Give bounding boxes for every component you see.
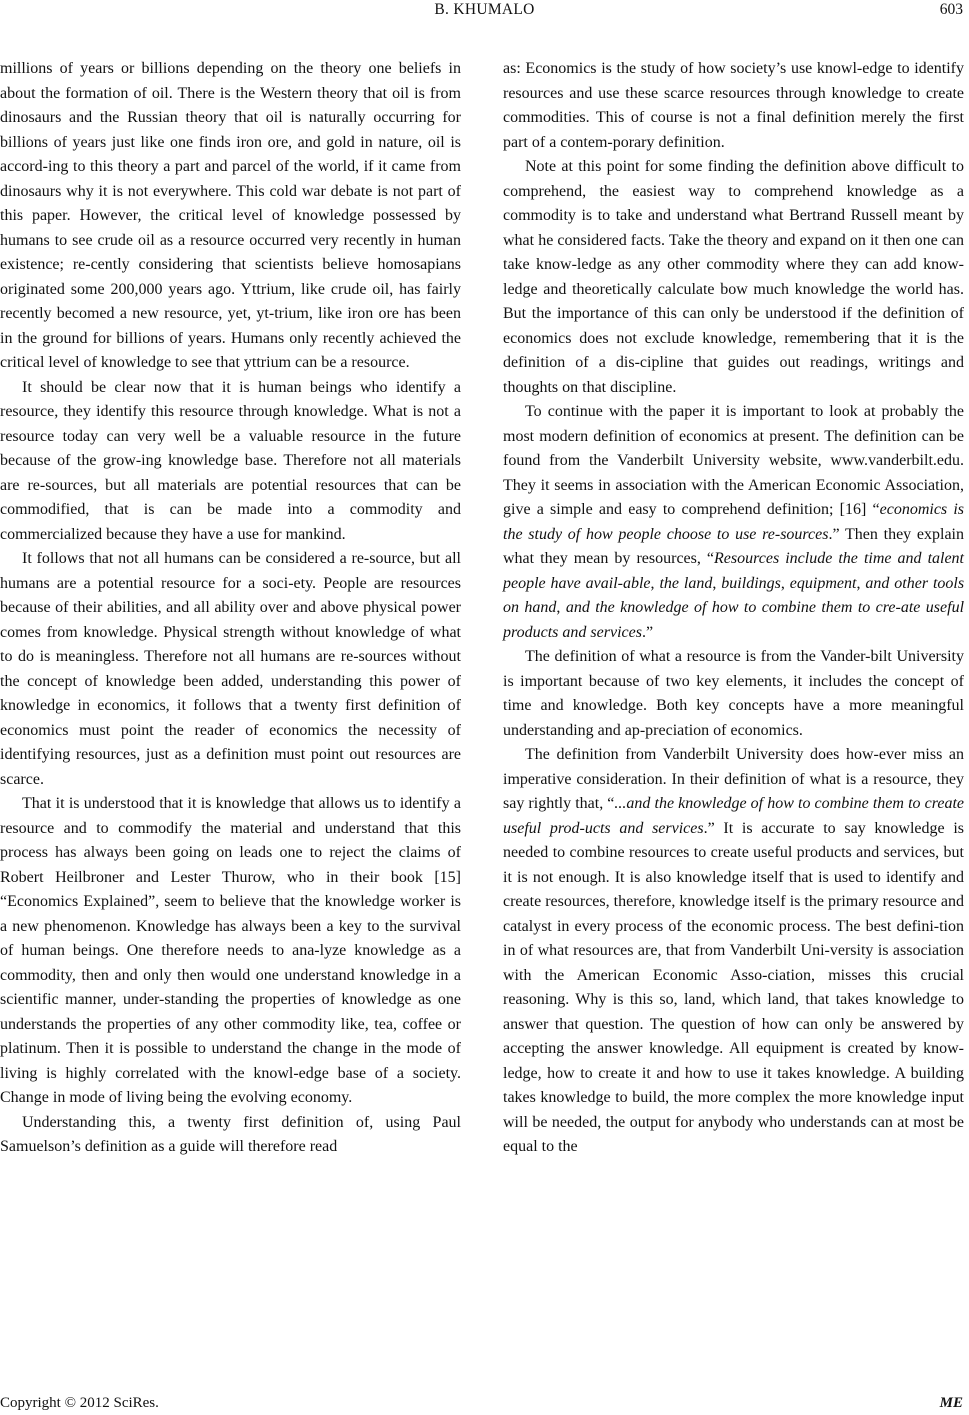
quote-italic: economics is the study of how people choose to use re-sources bbox=[503, 501, 965, 543]
quote-italic: and the knowledge of how to combine them to cre-ate useful products and services bbox=[503, 599, 965, 641]
text-run: , bbox=[650, 574, 660, 592]
text-run: The definition from Vanderbilt University does how-ever miss an imperative consideration. In their definition of what is a resource, they say rightly that, “ bbox=[503, 746, 964, 812]
quote-italic: buildings bbox=[721, 574, 781, 592]
quote-italic: and other tools on hand bbox=[503, 574, 965, 616]
quote-italic: ...and the knowledge of how to combine them to create useful prod-ucts and services bbox=[503, 795, 964, 837]
paragraph-vanderbilt-definition bbox=[503, 400, 964, 645]
paragraph: It should be clear now that it is human beings who identify a resource, they identify this resource through knowledge. What is not a resource today can very well be a valuable resource in the future because of the grow-ing knowledge base. Therefore not all materials are re-sources, but all materials are potential resources that can be commodified, that is can be made into a commodity and commercialized because they have a use for mankind. bbox=[0, 378, 461, 543]
paragraph-definition-critique bbox=[503, 743, 964, 1160]
paragraph: It follows that not all humans can be considered a re-source, but all humans are a potential resource for a soci-ety. People are resources because of their abilities, and all ability over and above physical power comes from knowledge. Physical strength without knowledge of what to do is meaningless. Therefore not all humans are re-sources without the concept of knowledge been added, understanding this power of knowledge in economics, it follows that a twenty first definition of economics must point the reader of economics the necessity of identifying resources, just as a definition must point out resources are scarce. bbox=[0, 550, 461, 788]
paragraph: The definition of what a resource is from the Vander-bilt University is important because of two key elements, it includes the concept of time and knowledge. Both key concepts have a more meaningful understanding and ap-preciation of economics. bbox=[503, 648, 964, 739]
text-run: , bbox=[556, 599, 566, 616]
paragraph: Note at this point for some finding the definition above difficult to comprehend, the easiest way to comprehend knowledge as a commodity is to take and understand what Bertrand Russell meant by what he considered facts. Take the theory and expand on it then one can take know-ledge as any other commodity where they can add know-ledge and theoretically calculate bow much knowledge the world has. But the importance of this can only be understood if the definition of economics does not exclude knowledge, remembering that it is the definition of a dis-cipline that guides out readings, writings and thoughts on that discipline. bbox=[503, 158, 964, 396]
paragraph: as: Economics is the study of how society’s use knowl-edge to identify resources and use these scarce resources through knowledge to create commodities. This of course is not a final definition merely the first part of a contem-porary definition. bbox=[503, 60, 964, 151]
text-run: To continue with the paper it is important to look at probably the most modern definition of economics at present. The definition can be found from the Vanderbilt University website, www.vanderbilt.edu. They it seems in association with the American Economic Association, give a simple and easy to comprehend definition; [16] “ bbox=[503, 403, 964, 518]
paragraph: millions of years or billions depending on the theory one beliefs in about the formation of oil. There is the Western theory that oil is from dinosaurs and the Russian theory that oil is naturally occurring for billions of years just like one finds iron ore, and gold in nature, oil is accord-ing to this theory a part and parcel of the world, if it came from dinosaurs why it is not everywhere. This cold war debate is not part of this paper. However, the critical level of knowledge possessed by humans to see crude oil as a resource occurred very recently in human existence; re-cently considering that scientists believe homosapians originated some 200,000 years ago. Yttrium, like crude oil, has fairly recently becomed a new resource, yet, yt-trium, like iron ore has been in the ground for billions of years. Humans only recently achieved the critical level of knowledge to see that yttrium can be a resource. bbox=[0, 60, 461, 371]
paragraph: Understanding this, a twenty first definition of, using Paul Samuelson’s definition as a guide will therefore read bbox=[0, 1113, 461, 1155]
text-run: .” Then they explain what they mean by resources, “ bbox=[503, 525, 965, 567]
copyright-footer: Copyright © 2012 SciRes. bbox=[0, 1395, 159, 1411]
quote-italic: Resources include the time and talent people have avail-able bbox=[503, 550, 964, 592]
right-column bbox=[503, 57, 964, 1372]
page-number: 603 bbox=[939, 1, 963, 18]
journal-abbreviation: ME bbox=[939, 1395, 963, 1411]
text-run: , bbox=[780, 574, 790, 592]
text-run: .” It is accurate to say knowledge is needed to combine resources to create useful products and services, but it is not enough. It is also knowledge itself that is used to identify and create resources, therefore, knowledge itself is the primary resource and catalyst in every process of the economic process. The best defini-tion in of what resources are, that from Vanderbilt Uni-versity is association with the American Economic Asso-ciation, misses this crucial reasoning. Why is this so, land, which land, that takes knowledge to answer that question. The question of how can only be answered by accepting the answer knowledge. All equipment is created by know-ledge, how to create it and how to use it takes knowledge. A building takes knowledge to build, the more complex the more knowledge input will be needed, the output for anybody who understands can at most be equal to the bbox=[503, 819, 964, 1155]
running-header-author: B. KHUMALO bbox=[434, 1, 535, 18]
quote-italic: the land bbox=[659, 574, 713, 592]
text-run: .” bbox=[641, 623, 654, 641]
text-run: , bbox=[712, 574, 722, 592]
left-column bbox=[0, 57, 461, 1372]
paragraph: That it is understood that it is knowledge that allows us to identify a resource and to commodify the material and understand that this process has always been going on leads one to reject the claims of Robert Heilbroner and Lester Thurow, who in their book [15] “Economics Explained”, seem to believe that the knowledge worker is a new phenomenon. Knowledge has always been a key to the survival of human beings. One therefore needs to ana-lyze knowledge as a commodity, then and only then would one understand knowledge in a scientific manner, under-standing the properties of knowledge as one understands the properties of any other commodity like, tea, coffee or platinum. Then it is possible to understand the change in the mode of living is highly correlated with the knowl-edge base of a society. Change in mode of living being the evolving economy. bbox=[0, 795, 461, 1106]
text-run: , bbox=[856, 574, 866, 592]
quote-italic: equipment bbox=[789, 574, 857, 592]
